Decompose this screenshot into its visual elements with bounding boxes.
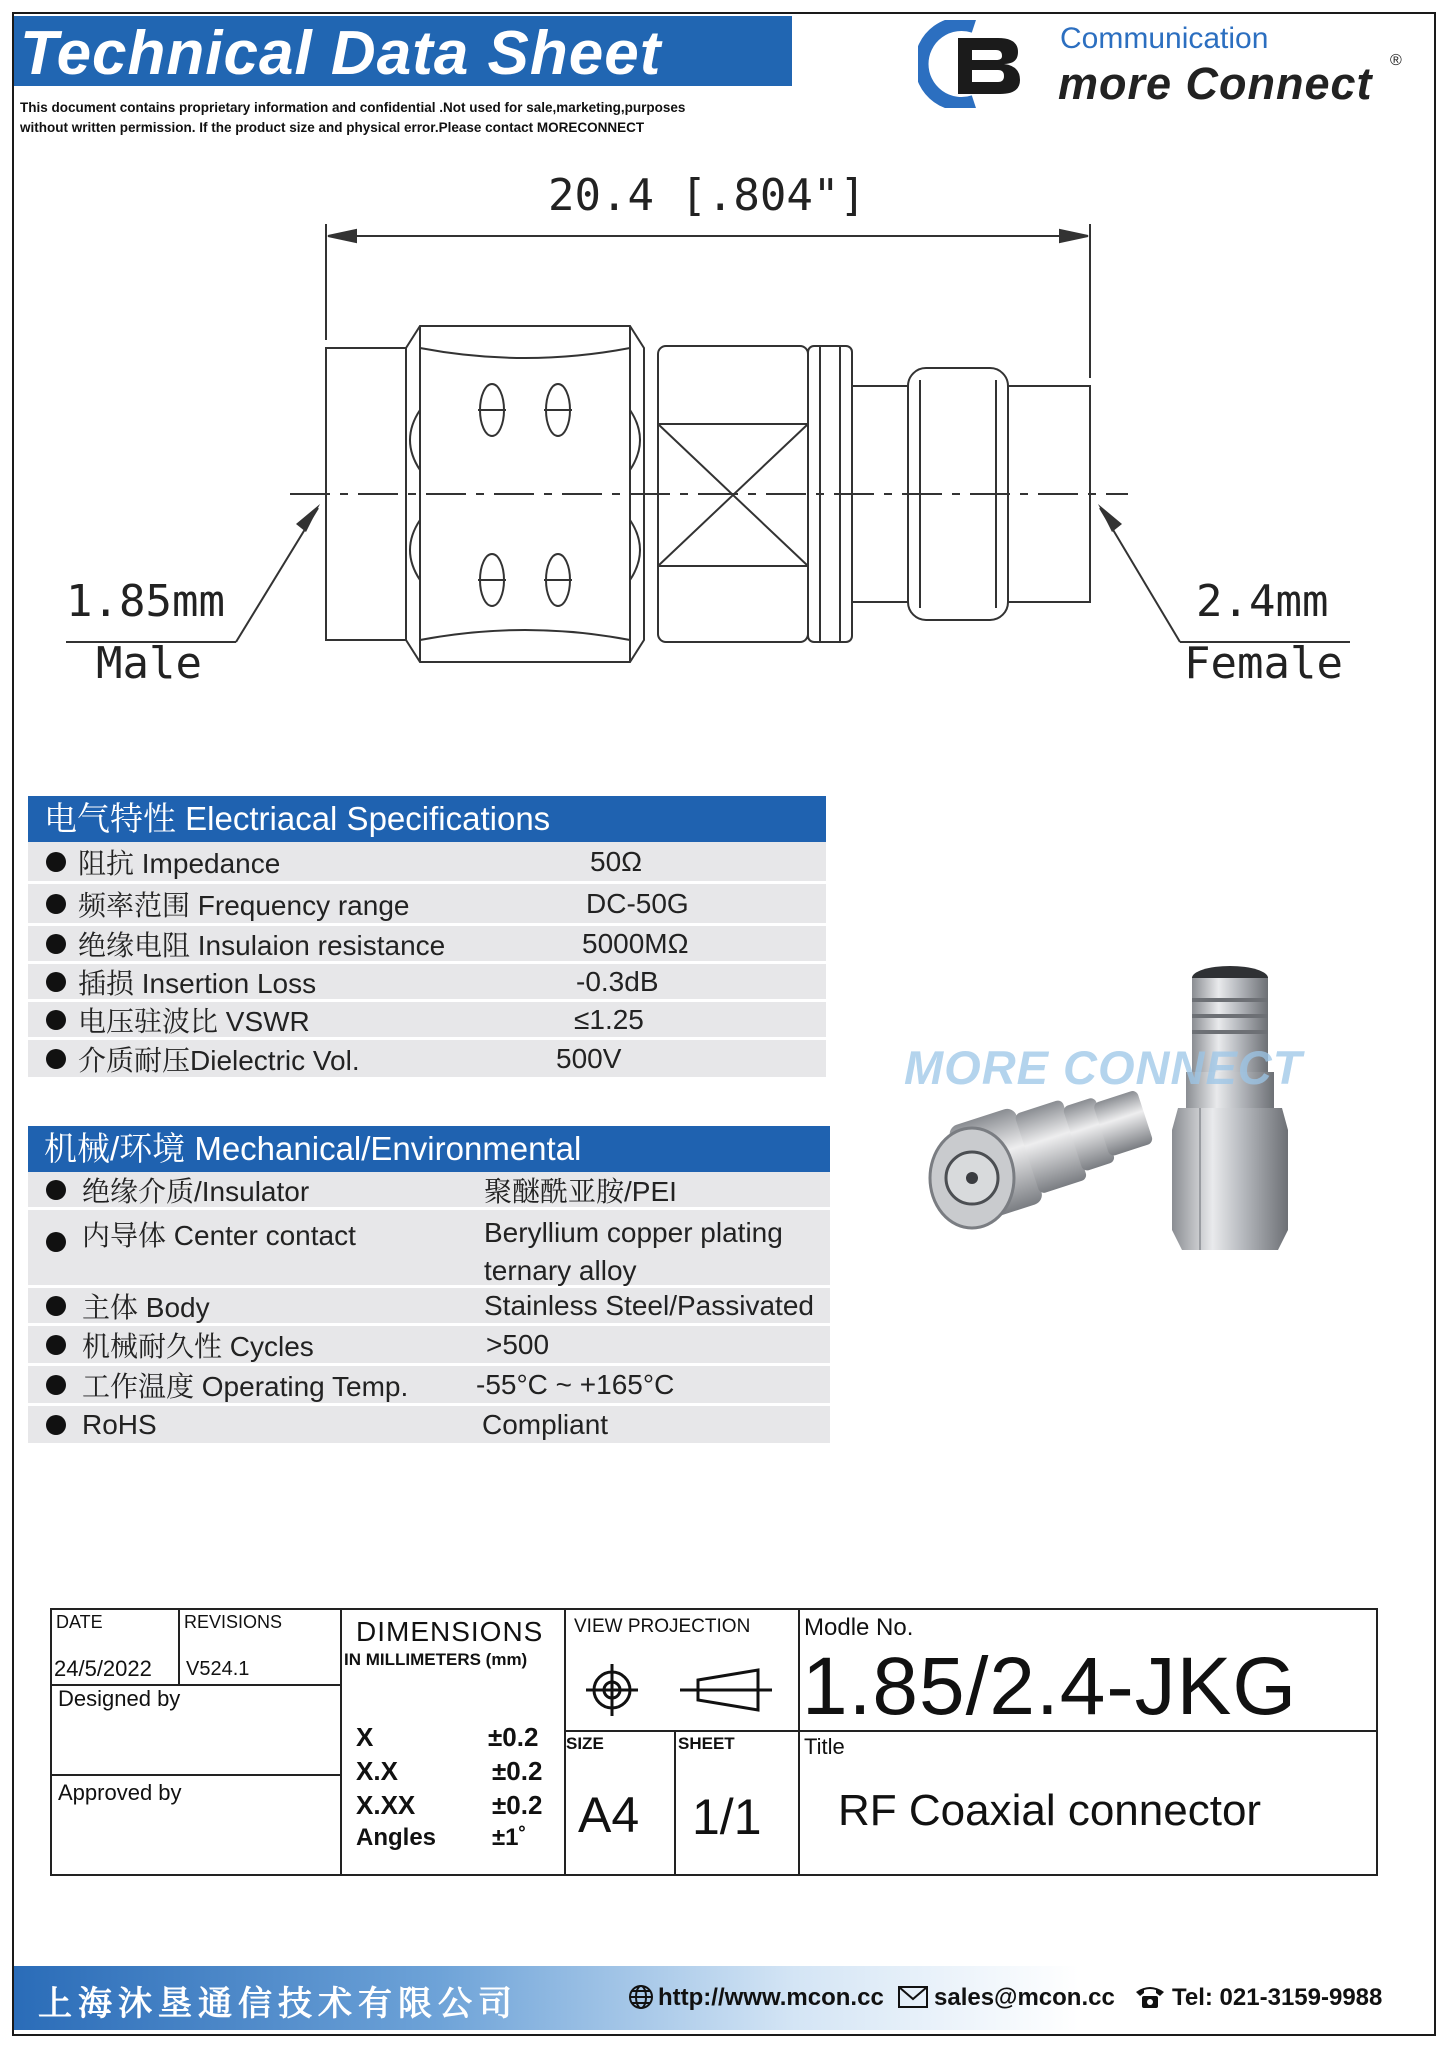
spec-label: RoHS	[82, 1408, 157, 1440]
size-label: SIZE	[566, 1734, 604, 1753]
projection-symbol-icon	[578, 1654, 778, 1724]
spec-label: 机械耐久性 Cycles	[82, 1330, 314, 1362]
moreconnect-logo-icon	[918, 20, 1030, 108]
spec-value: -0.3dB	[576, 965, 659, 997]
tolerance-key: X.X	[356, 1756, 398, 1786]
spec-label: 绝缘介质/Insulator	[82, 1175, 310, 1207]
spec-value: Compliant	[482, 1408, 609, 1440]
electrical-specifications-table	[28, 796, 826, 1080]
technical-drawing	[0, 150, 1448, 710]
tolerance-key: X	[356, 1722, 374, 1752]
spec-value: 500V	[556, 1042, 622, 1074]
title-value: RF Coaxial connector	[838, 1786, 1262, 1835]
email-link[interactable]: sales@mcon.cc	[934, 1984, 1115, 2011]
tolerance-value: ±0.2	[488, 1722, 539, 1752]
spec-row	[28, 964, 826, 1002]
mechanical-environmental-title: 机械/环境 Mechanical/Environmental	[28, 1126, 830, 1172]
grid-line	[798, 1610, 800, 1876]
spec-row	[28, 1288, 830, 1326]
female-gender-label: Female	[1184, 638, 1343, 689]
bullet-icon	[46, 894, 66, 914]
grid-line	[340, 1610, 342, 1876]
male-gender-label: Male	[96, 638, 202, 689]
spec-label: 阻抗 Impedance	[78, 847, 281, 879]
view-projection-label: VIEW PROJECTION	[574, 1616, 751, 1637]
brand-tagline: Communication	[1060, 22, 1269, 55]
bullet-icon	[46, 852, 66, 872]
brand-name	[1058, 52, 1403, 110]
spec-row	[28, 1366, 830, 1406]
brand-name-text: more Connect	[1058, 58, 1373, 109]
registered-mark: ®	[1390, 52, 1403, 69]
spec-row	[28, 1326, 830, 1366]
tolerance-value: ±1˚	[492, 1824, 527, 1851]
grid-line	[52, 1774, 340, 1776]
spec-label: 内导体 Center contact	[82, 1220, 356, 1251]
female-size-label: 2.4mm	[1196, 576, 1329, 627]
spec-value: 5000MΩ	[582, 927, 689, 959]
mail-icon	[898, 1986, 928, 2008]
spec-row	[28, 1406, 830, 1446]
mechanical-environmental-table	[28, 1126, 830, 1446]
bullet-icon	[46, 972, 66, 992]
grid-line	[178, 1610, 180, 1684]
spec-value: 50Ω	[590, 845, 643, 877]
size-value: A4	[578, 1787, 640, 1843]
dimensions-label: DIMENSIONS	[356, 1616, 544, 1647]
spec-label: 介质耐压Dielectric Vol.	[78, 1044, 360, 1076]
bullet-icon	[46, 1010, 66, 1030]
revisions-value: V524.1	[186, 1658, 250, 1680]
bullet-icon	[46, 1296, 66, 1316]
bullet-icon	[46, 1375, 66, 1395]
spec-row	[28, 1172, 830, 1210]
spec-value: >500	[486, 1328, 550, 1360]
spec-label: 插损 Insertion Loss	[78, 967, 317, 999]
footer-bar	[14, 1966, 1434, 2030]
electrical-specifications-title: 电气特性 Electriacal Specifications	[28, 796, 826, 842]
bullet-icon	[46, 1232, 66, 1252]
overall-length-dimension: 20.4 [.804"]	[548, 170, 866, 221]
spec-label: 主体 Body	[82, 1291, 210, 1323]
revisions-label: REVISIONS	[184, 1612, 283, 1632]
website-link[interactable]: http://www.mcon.cc	[658, 1984, 884, 2011]
grid-line	[674, 1730, 676, 1876]
spec-value: Beryllium copper plating ternary alloy	[484, 1217, 783, 1286]
notice-line-2: without written permission. If the product size and physical error.Please contact MORECONNECT	[20, 120, 645, 135]
spec-label: 频率范围 Frequency range	[78, 889, 410, 921]
spec-row	[28, 842, 826, 884]
product-photo	[900, 960, 1360, 1260]
model-number: 1.85/2.4-JKG	[802, 1641, 1298, 1732]
spec-value: 聚醚酰亚胺/PEI	[484, 1175, 677, 1207]
dimensions-unit: IN MILLIMETERS (mm)	[344, 1650, 528, 1669]
title-banner	[14, 16, 792, 86]
spec-value: ≤1.25	[574, 1003, 644, 1035]
spec-value: Stainless Steel/Passivated	[484, 1289, 814, 1321]
company-name: 上海沐垦通信技术有限公司	[38, 1984, 518, 2024]
tolerance-value: ±0.2	[492, 1790, 543, 1820]
bullet-icon	[46, 1049, 66, 1069]
spec-value: DC-50G	[586, 887, 689, 919]
model-label: Modle No.	[804, 1614, 914, 1641]
tolerance-value: ±0.2	[492, 1756, 543, 1786]
spec-label: 绝缘电阻 Insulaion resistance	[78, 929, 446, 961]
spec-row	[28, 1040, 826, 1080]
spec-row	[28, 926, 826, 964]
spec-label: 工作温度 Operating Temp.	[82, 1370, 409, 1402]
spec-row	[28, 1210, 830, 1288]
confidentiality-notice	[20, 98, 800, 138]
male-size-label: 1.85mm	[66, 576, 225, 627]
designed-by-label: Designed by	[58, 1686, 181, 1711]
spec-row	[28, 884, 826, 926]
tolerance-key: Angles	[356, 1824, 437, 1851]
date-label: DATE	[56, 1612, 103, 1632]
bullet-icon	[46, 934, 66, 954]
phone-icon	[1134, 1984, 1166, 2010]
watermark-text: MORE CONNECT	[904, 1041, 1303, 1094]
bullet-icon	[46, 1180, 66, 1200]
globe-icon	[628, 1984, 654, 2010]
spec-value: -55°C ~ +165°C	[476, 1368, 675, 1400]
telephone-number: Tel: 021-3159-9988	[1172, 1984, 1383, 2011]
spec-label: 电压驻波比 VSWR	[78, 1005, 310, 1037]
document-title: Technical Data Sheet	[20, 19, 662, 88]
approved-by-label: Approved by	[58, 1780, 182, 1805]
date-value: 24/5/2022	[54, 1656, 152, 1681]
notice-line-1: This document contains proprietary information and confidential .Not used for sale,marketing,purposes	[20, 100, 686, 115]
spec-row	[28, 1002, 826, 1040]
tolerance-key: X.XX	[356, 1790, 416, 1820]
sheet-value: 1/1	[692, 1789, 762, 1845]
bullet-icon	[46, 1415, 66, 1435]
bullet-icon	[46, 1335, 66, 1355]
title-label: Title	[804, 1734, 845, 1759]
drawing-title-block	[50, 1608, 1378, 1876]
sheet-label: SHEET	[678, 1734, 735, 1753]
